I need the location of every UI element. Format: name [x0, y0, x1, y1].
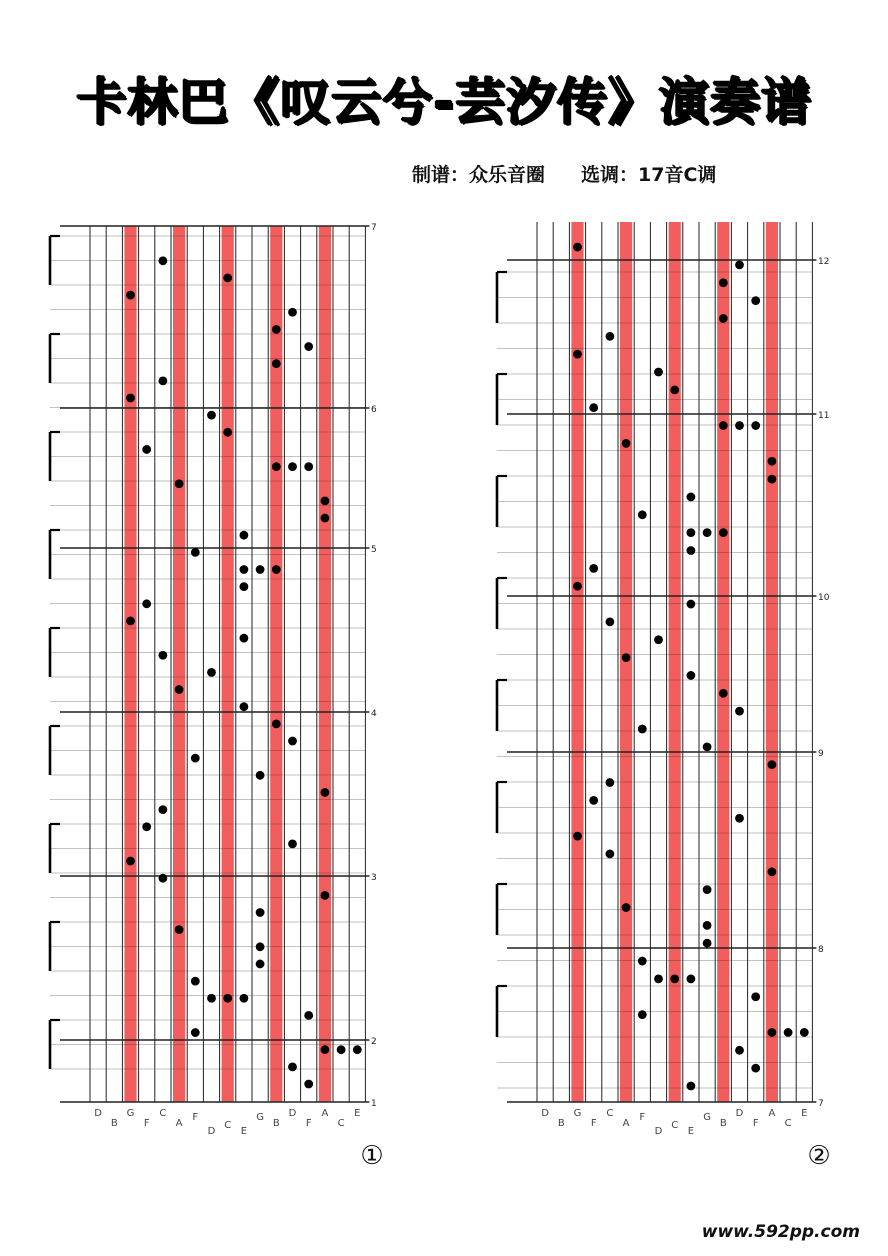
note-dot	[768, 475, 777, 484]
tine-label: A	[175, 1118, 183, 1129]
note-dot	[719, 421, 728, 430]
measure-number: 9	[818, 749, 824, 759]
tine-label: E	[801, 1108, 808, 1119]
page-title: 卡林巴《叹云兮-芸汐传》演奏谱	[76, 73, 812, 131]
note-dot	[784, 1028, 793, 1037]
note-dot	[751, 421, 760, 430]
measure-number: 3	[371, 873, 377, 883]
note-dot	[638, 1010, 647, 1019]
measure-number: 7	[818, 1099, 824, 1109]
note-dot	[751, 1064, 760, 1073]
note-dot	[589, 403, 598, 412]
note-dot	[800, 1028, 809, 1037]
note-dot	[703, 885, 712, 894]
note-dot	[589, 796, 598, 805]
note-dot	[735, 261, 744, 270]
panel-number: ②	[807, 1141, 831, 1171]
measure-number: 1	[371, 1099, 377, 1109]
highlight-tine	[717, 222, 729, 1102]
tine-label: D	[654, 1126, 663, 1137]
tine-label: B	[719, 1118, 727, 1129]
tine-label: G	[573, 1108, 582, 1119]
measure-number: 10	[818, 593, 830, 603]
note-dot	[622, 439, 631, 448]
note-dot	[638, 957, 647, 966]
tine-label: C	[159, 1108, 167, 1119]
tine-label: D	[541, 1108, 549, 1119]
tine-label: F	[305, 1118, 312, 1129]
note-dot	[573, 350, 582, 359]
tuning-label: 选调：17音C调	[581, 164, 717, 186]
tine-label: F	[639, 1112, 646, 1123]
note-dot	[573, 582, 582, 591]
tine-label: G	[703, 1112, 711, 1123]
tine-label: A	[321, 1108, 329, 1119]
tine-label: E	[240, 1126, 248, 1137]
tine-label: C	[606, 1108, 614, 1119]
note-dot	[687, 975, 696, 984]
note-dot	[638, 725, 647, 734]
note-dot	[751, 992, 760, 1001]
note-dot	[687, 528, 696, 537]
tine-label: F	[192, 1112, 199, 1123]
tine-label: B	[110, 1118, 118, 1129]
tine-label: C	[337, 1118, 345, 1129]
arranger-label: 制谱：众乐音圈	[412, 164, 546, 186]
note-dot	[606, 778, 615, 787]
measure-number: 2	[371, 1037, 377, 1047]
tine-label: A	[768, 1108, 776, 1119]
note-dot	[638, 510, 647, 519]
note-dot	[703, 742, 712, 751]
highlight-tine	[669, 222, 681, 1102]
tine-label: A	[622, 1118, 630, 1129]
tine-label: G	[126, 1108, 135, 1119]
note-dot	[606, 332, 615, 341]
tine-label: E	[687, 1126, 695, 1137]
note-dot	[654, 975, 663, 984]
tine-label: C	[224, 1120, 232, 1131]
note-dot	[735, 1046, 744, 1055]
tine-label: C	[671, 1120, 679, 1131]
note-dot	[768, 457, 777, 466]
note-dot	[751, 296, 760, 305]
note-dot	[703, 939, 712, 948]
tine-label: D	[94, 1108, 102, 1119]
measure-number: 12	[818, 257, 830, 267]
note-dot	[768, 1028, 777, 1037]
tine-label: C	[784, 1118, 792, 1129]
tine-label: F	[590, 1118, 597, 1129]
note-dot	[719, 278, 728, 287]
note-dot	[703, 528, 712, 537]
note-dot	[735, 707, 744, 716]
note-dot	[573, 832, 582, 841]
note-dot	[687, 600, 696, 609]
measure-number: 11	[818, 411, 830, 421]
note-dot	[719, 528, 728, 537]
note-dot	[687, 546, 696, 555]
highlight-tine	[766, 222, 778, 1102]
tine-label: D	[288, 1108, 297, 1119]
tine-label: D	[207, 1126, 216, 1137]
note-dot	[670, 385, 679, 394]
note-dot	[687, 671, 696, 680]
note-dot	[622, 653, 631, 662]
note-dot	[622, 903, 631, 912]
measure-number: 5	[371, 545, 377, 555]
note-dot	[735, 814, 744, 823]
tine-label: F	[143, 1118, 150, 1129]
note-dot	[687, 493, 696, 502]
tine-label: F	[752, 1118, 759, 1129]
tine-label: B	[557, 1118, 565, 1129]
tine-label: G	[256, 1112, 264, 1123]
note-dot	[703, 921, 712, 930]
measure-number: 8	[818, 945, 824, 955]
note-dot	[654, 368, 663, 377]
panel-number: ①	[360, 1141, 384, 1171]
measure-number: 4	[371, 709, 377, 719]
note-dot	[589, 564, 598, 573]
tine-label: B	[272, 1118, 280, 1129]
note-dot	[768, 867, 777, 876]
note-dot	[735, 421, 744, 430]
note-dot	[670, 975, 679, 984]
note-dot	[719, 314, 728, 323]
note-dot	[768, 760, 777, 769]
site-watermark: www.592pp.com	[701, 1222, 860, 1242]
highlight-tine	[620, 222, 632, 1102]
tine-label: D	[735, 1108, 744, 1119]
tine-label: E	[354, 1108, 361, 1119]
note-dot	[573, 243, 582, 252]
note-dot	[606, 850, 615, 859]
note-dot	[719, 689, 728, 698]
note-dot	[606, 618, 615, 627]
measure-number: 7	[371, 223, 377, 233]
measure-number: 6	[371, 405, 377, 415]
note-dot	[687, 1082, 696, 1091]
note-dot	[654, 635, 663, 644]
